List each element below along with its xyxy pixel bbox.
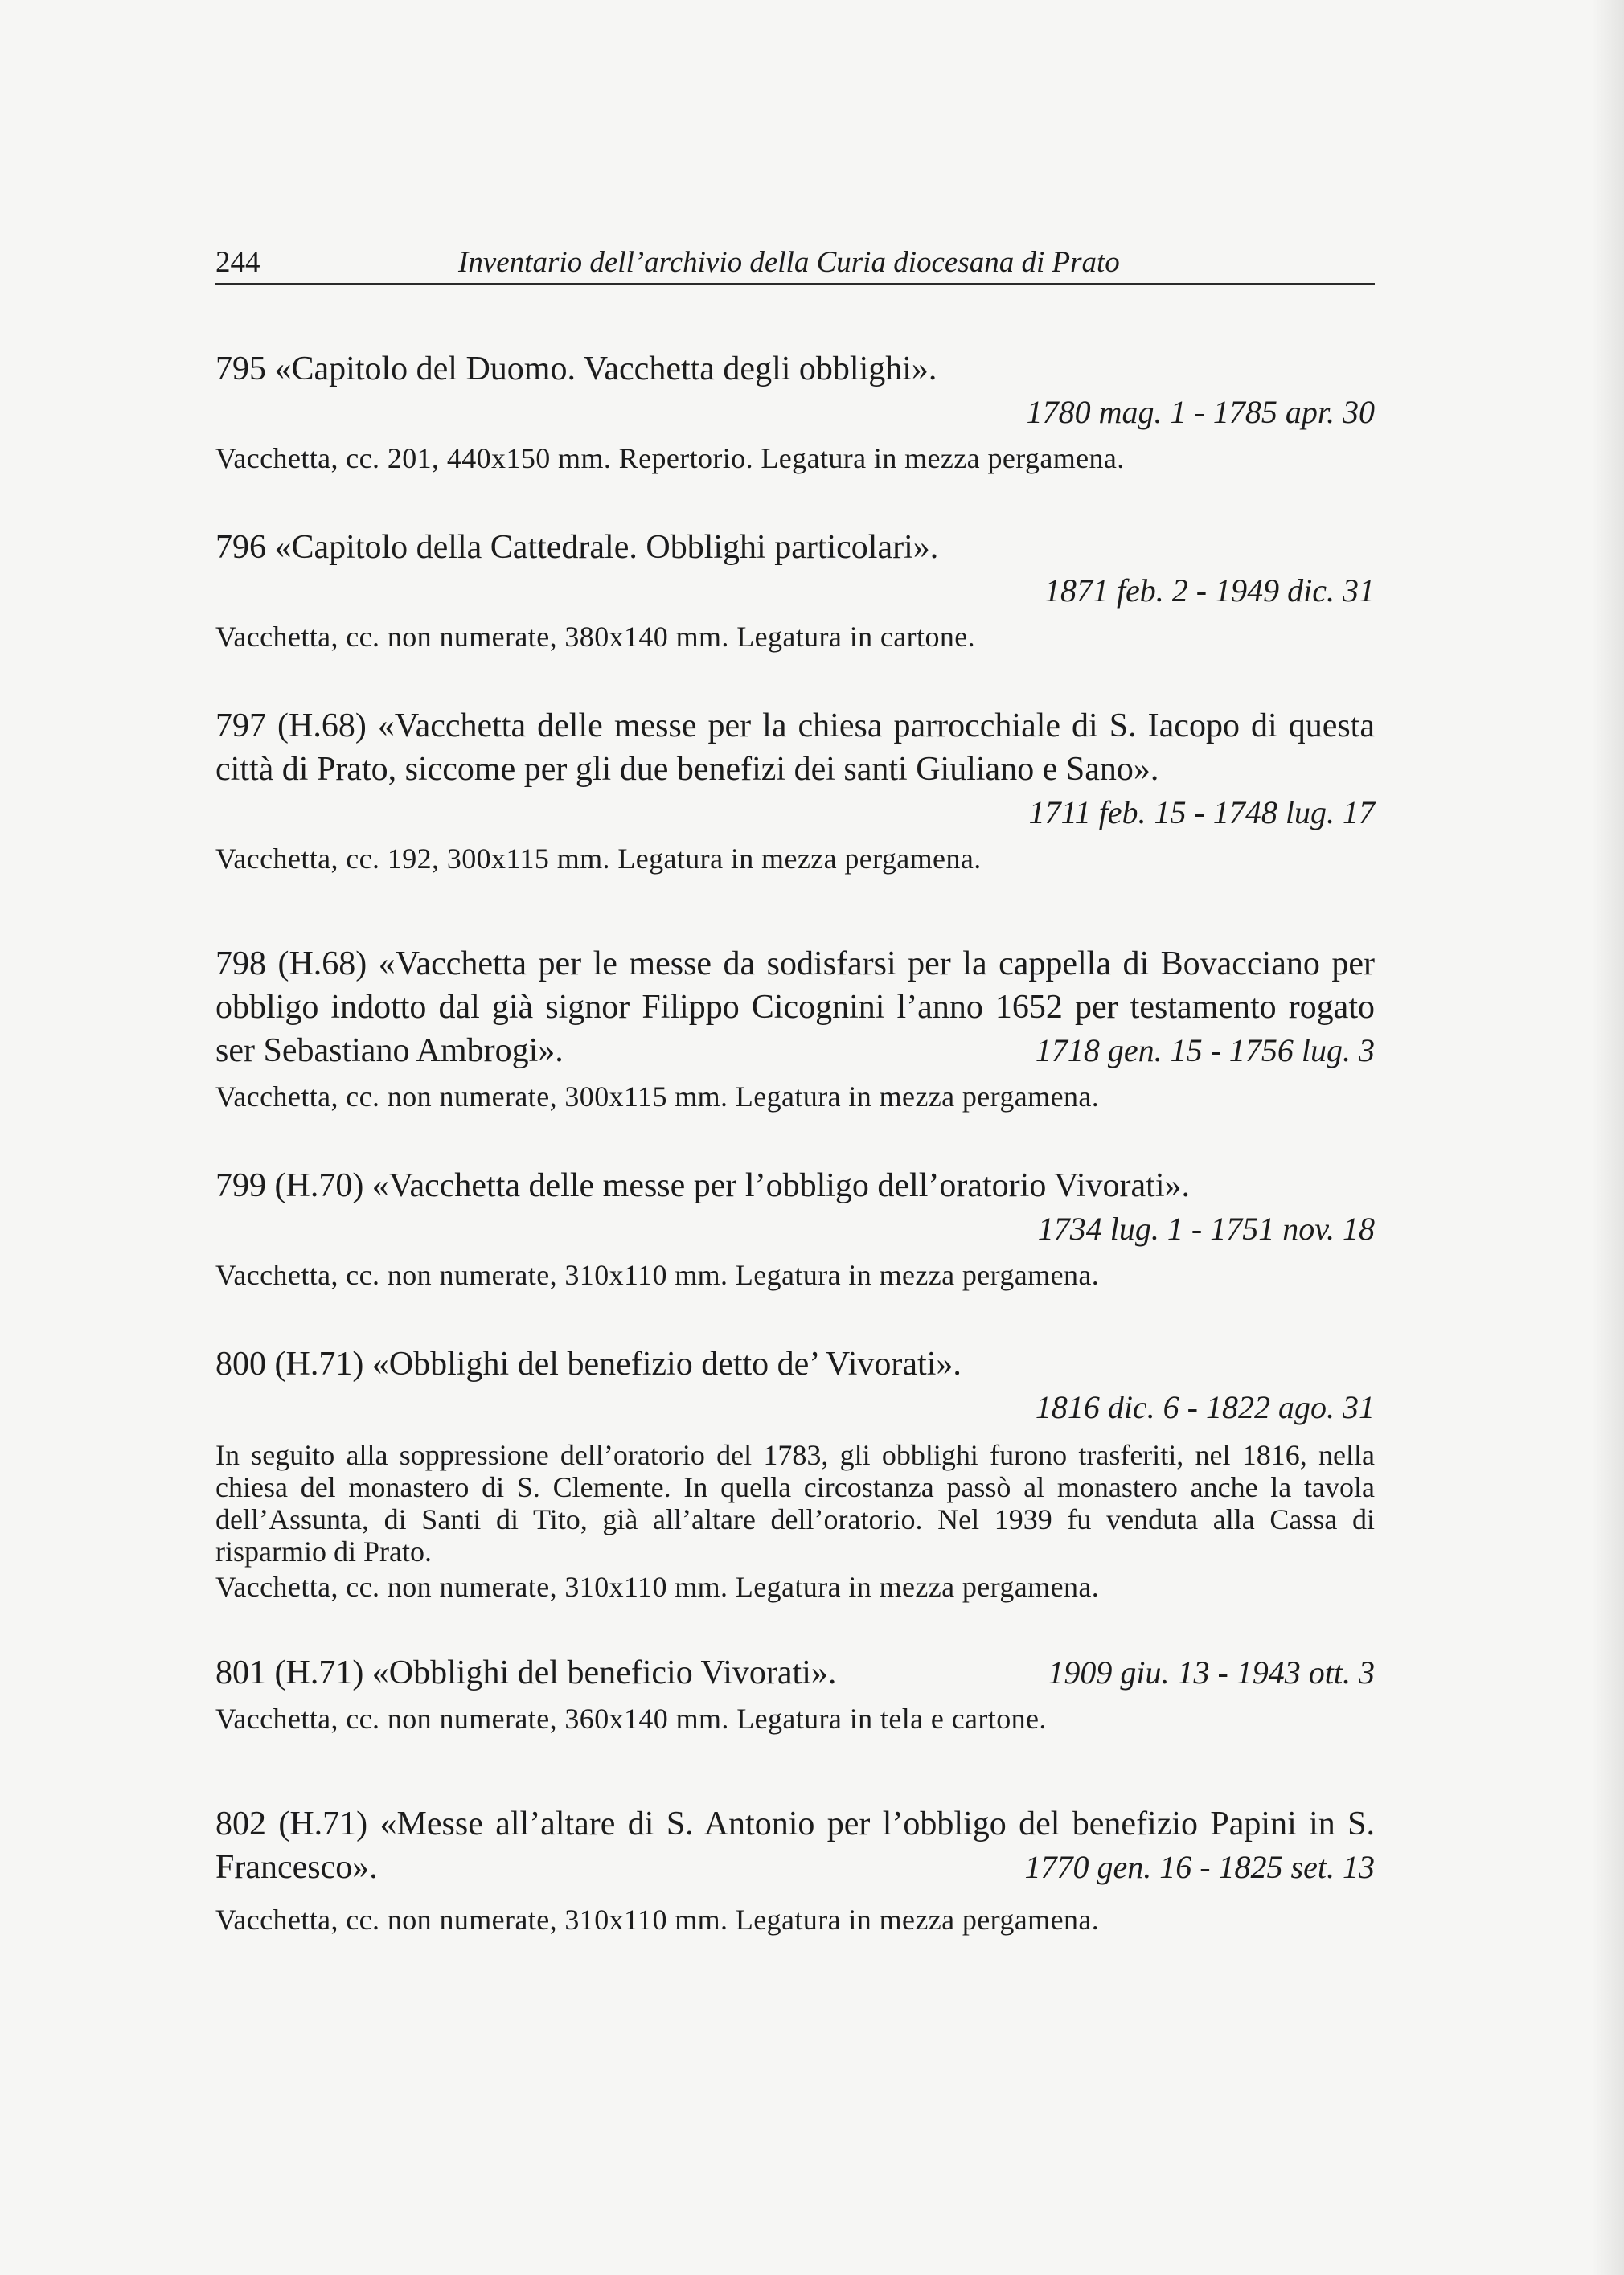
entry-796 xyxy=(215,526,1375,656)
inventory-entries xyxy=(215,338,1375,1939)
page-header xyxy=(215,243,1375,285)
entry-description: Vacchetta, cc. non numerate, 310x110 mm. Legatura in mezza pergamena. xyxy=(215,1259,1100,1291)
entry-802 xyxy=(215,1802,1375,1939)
entry-description: Vacchetta, cc. non numerate, 380x140 mm. Legatura in cartone. xyxy=(215,621,976,653)
entry-title: 799 (H.70) «Vacchetta delle messe per l’obbligo dell’oratorio Vivorati». xyxy=(215,1167,1191,1204)
entry-date: 1816 dic. 6 - 1822 ago. 31 xyxy=(1035,1389,1375,1425)
entry-799 xyxy=(215,1164,1375,1294)
entry-title: 800 (H.71) «Obblighi del benefizio detto de’ Vivorati». xyxy=(215,1346,962,1383)
entry-title-text: 802 (H.71) «Messe all’altare di S. Antonio per l’obbligo del benefizio Papini in S. Francesco». xyxy=(215,1806,1375,1886)
entry-797 xyxy=(215,704,1375,878)
entry-795 xyxy=(215,347,1375,478)
entry-801 xyxy=(215,1651,1375,1738)
page-edge-shadow xyxy=(1592,0,1624,2275)
entry-title: 796 «Capitolo della Cattedrale. Obblighi particolari». xyxy=(215,529,939,566)
entry-title: 795 «Capitolo del Duomo. Vacchetta degli obblighi». xyxy=(215,350,937,387)
entry-798 xyxy=(215,942,1375,1116)
entry-date: 1711 feb. 15 - 1748 lug. 17 xyxy=(1028,794,1375,830)
entry-date: 1770 gen. 16 - 1825 set. 13 xyxy=(1024,1849,1375,1885)
entry-title: 797 (H.68) «Vacchetta delle messe per la chiesa parrocchiale di S. Iacopo di questa città di Prato, siccome per gli due benefizi dei santi Giuliano e Sano». xyxy=(215,707,1375,788)
entry-description: Vacchetta, cc. 192, 300x115 mm. Legatura in mezza pergamena. xyxy=(215,842,982,875)
entry-description: Vacchetta, cc. 201, 440x150 mm. Repertorio. Legatura in mezza pergamena. xyxy=(215,442,1125,474)
page-number: 244 xyxy=(215,246,260,279)
entry-date: 1909 giu. 13 - 1943 ott. 3 xyxy=(1048,1654,1375,1691)
entry-title xyxy=(215,942,1375,1072)
entry-date: 1718 gen. 15 - 1756 lug. 3 xyxy=(1035,1032,1375,1068)
entry-date: 1780 mag. 1 - 1785 apr. 30 xyxy=(1026,394,1375,430)
entry-800 xyxy=(215,1342,1375,1606)
entry-title-row xyxy=(215,1651,1375,1695)
entry-title xyxy=(215,1802,1375,1889)
entry-note: In seguito alla soppressione dell’oratorio del 1783, gli obblighi furono trasferiti, nel 1816, nella chiesa del monastero di S. Clemente. In quella circostanza passò al monastero anche la tavola dell’Assunta, di Santi di Tito, già all’altare dell’oratorio. Nel 1939 fu venduta alla Cassa di risparmio di Prato. xyxy=(215,1439,1375,1568)
running-title: Inventario dell’archivio della Curia diocesana di Prato xyxy=(458,246,1120,279)
entry-description: Vacchetta, cc. non numerate, 310x110 mm. Legatura in mezza pergamena. xyxy=(215,1904,1100,1936)
entry-date: 1734 lug. 1 - 1751 nov. 18 xyxy=(1037,1211,1375,1247)
entry-description: Vacchetta, cc. non numerate, 300x115 mm. Legatura in mezza pergamena. xyxy=(215,1080,1100,1113)
entry-description: Vacchetta, cc. non numerate, 360x140 mm. Legatura in tela e cartone. xyxy=(215,1703,1047,1735)
entry-description: Vacchetta, cc. non numerate, 310x110 mm. Legatura in mezza pergamena. xyxy=(215,1571,1100,1603)
entry-title: 801 (H.71) «Obblighi del beneficio Vivorati». xyxy=(215,1654,837,1691)
entry-date: 1871 feb. 2 - 1949 dic. 31 xyxy=(1044,572,1375,609)
entry-title-text: 798 (H.68) «Vacchetta per le messe da sodisfarsi per la cappella di Bovacciano per obbligo indotto dal già signor Filippo Cicognini l’anno 1652 per testamento rogato ser Sebastiano Ambrogi». xyxy=(215,945,1375,1069)
